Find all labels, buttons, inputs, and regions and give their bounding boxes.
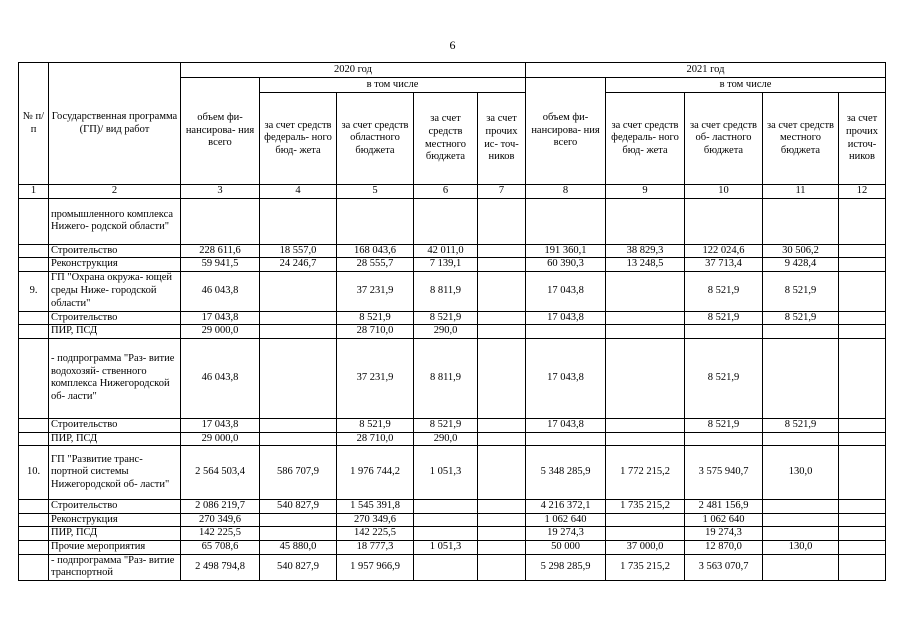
cell-col-12 xyxy=(839,338,886,418)
cell-col-8 xyxy=(526,198,606,244)
cell-col-10: 1 062 640 xyxy=(685,513,763,527)
cell-col-5: 270 349,6 xyxy=(337,513,414,527)
cell-col-3: 142 225,5 xyxy=(181,527,260,541)
cell-col-6: 8 811,9 xyxy=(414,271,478,311)
cell-col-8: 4 216 372,1 xyxy=(526,500,606,514)
cell-col-7 xyxy=(478,244,526,258)
cell-col-9 xyxy=(606,338,685,418)
column-number: 5 xyxy=(337,185,414,199)
cell-col-11: 130,0 xyxy=(763,540,839,554)
cell-col-3: 29 000,0 xyxy=(181,432,260,446)
cell-col-6 xyxy=(414,554,478,580)
cell-col-9 xyxy=(606,513,685,527)
cell-col-10 xyxy=(685,432,763,446)
header-federal-2021: за счет средств федераль- ного бюд- жета xyxy=(606,93,685,185)
table-row xyxy=(19,513,886,527)
table-row xyxy=(19,500,886,514)
cell-col-12 xyxy=(839,513,886,527)
cell-col-8: 1 062 640 xyxy=(526,513,606,527)
cell-col-11 xyxy=(763,500,839,514)
cell-col-12 xyxy=(839,500,886,514)
column-number: 8 xyxy=(526,185,606,199)
row-name: ГП "Развитие транс- портной системы Нижегородской об- ласти" xyxy=(49,446,181,500)
header-program: Государственная программа (ГП)/ вид работ xyxy=(49,63,181,185)
column-number: 3 xyxy=(181,185,260,199)
cell-col-6 xyxy=(414,500,478,514)
table-row xyxy=(19,198,886,244)
cell-col-4 xyxy=(260,418,337,432)
cell-col-10 xyxy=(685,325,763,339)
cell-col-12 xyxy=(839,527,886,541)
cell-col-10: 12 870,0 xyxy=(685,540,763,554)
cell-col-9 xyxy=(606,432,685,446)
cell-col-5: 8 521,9 xyxy=(337,418,414,432)
row-name: Реконструкция xyxy=(49,513,181,527)
cell-col-3: 2 564 503,4 xyxy=(181,446,260,500)
cell-col-6: 1 051,3 xyxy=(414,540,478,554)
cell-col-5: 1 957 966,9 xyxy=(337,554,414,580)
cell-col-12 xyxy=(839,311,886,325)
cell-col-4 xyxy=(260,325,337,339)
cell-col-8: 191 360,1 xyxy=(526,244,606,258)
cell-col-6: 8 521,9 xyxy=(414,311,478,325)
cell-col-9 xyxy=(606,311,685,325)
cell-col-10: 3 563 070,7 xyxy=(685,554,763,580)
cell-col-8: 50 000 xyxy=(526,540,606,554)
cell-col-5: 37 231,9 xyxy=(337,338,414,418)
cell-col-5: 28 710,0 xyxy=(337,432,414,446)
cell-col-11 xyxy=(763,325,839,339)
cell-col-9 xyxy=(606,527,685,541)
row-name: Строительство xyxy=(49,418,181,432)
cell-col-4 xyxy=(260,311,337,325)
header-federal-2020: за счет средств федераль- ного бюд- жета xyxy=(260,93,337,185)
cell-col-9 xyxy=(606,418,685,432)
table-body xyxy=(19,198,886,580)
cell-col-7 xyxy=(478,527,526,541)
cell-col-3: 17 043,8 xyxy=(181,418,260,432)
cell-col-4: 540 827,9 xyxy=(260,554,337,580)
cell-col-6: 8 811,9 xyxy=(414,338,478,418)
cell-col-7 xyxy=(478,325,526,339)
cell-col-7 xyxy=(478,446,526,500)
header-regional-2021: за счет средств об- ластного бюджета xyxy=(685,93,763,185)
column-number: 12 xyxy=(839,185,886,199)
cell-col-9: 37 000,0 xyxy=(606,540,685,554)
cell-col-9: 13 248,5 xyxy=(606,258,685,272)
cell-col-11: 130,0 xyxy=(763,446,839,500)
column-numbers-row xyxy=(19,185,886,199)
cell-col-4: 540 827,9 xyxy=(260,500,337,514)
row-index xyxy=(19,311,49,325)
header-year-2020: 2020 год xyxy=(181,63,526,78)
header-total-2020: объем фи- нансирова- ния всего xyxy=(181,78,260,185)
cell-col-8: 17 043,8 xyxy=(526,271,606,311)
table-row xyxy=(19,554,886,580)
cell-col-8: 17 043,8 xyxy=(526,418,606,432)
cell-col-9 xyxy=(606,271,685,311)
cell-col-4 xyxy=(260,432,337,446)
cell-col-12 xyxy=(839,198,886,244)
cell-col-12 xyxy=(839,244,886,258)
column-number: 11 xyxy=(763,185,839,199)
column-number: 6 xyxy=(414,185,478,199)
cell-col-3: 17 043,8 xyxy=(181,311,260,325)
cell-col-8: 5 348 285,9 xyxy=(526,446,606,500)
cell-col-12 xyxy=(839,540,886,554)
cell-col-8: 17 043,8 xyxy=(526,338,606,418)
row-name: Прочие мероприятия xyxy=(49,540,181,554)
cell-col-9 xyxy=(606,198,685,244)
row-name: ПИР, ПСД xyxy=(49,325,181,339)
cell-col-5: 168 043,6 xyxy=(337,244,414,258)
cell-col-7 xyxy=(478,418,526,432)
cell-col-12 xyxy=(839,432,886,446)
cell-col-9 xyxy=(606,325,685,339)
cell-col-3: 270 349,6 xyxy=(181,513,260,527)
cell-col-10: 8 521,9 xyxy=(685,311,763,325)
table-header xyxy=(19,63,886,199)
cell-col-6: 7 139,1 xyxy=(414,258,478,272)
cell-col-9: 1 735 215,2 xyxy=(606,554,685,580)
cell-col-11: 9 428,4 xyxy=(763,258,839,272)
row-name: - подпрограмма "Раз- витие водохозяй- ственного комплекса Нижегородской об- ласти" xyxy=(49,338,181,418)
table-row xyxy=(19,325,886,339)
cell-col-9: 1 735 215,2 xyxy=(606,500,685,514)
cell-col-6: 42 011,0 xyxy=(414,244,478,258)
row-index xyxy=(19,338,49,418)
row-name: ПИР, ПСД xyxy=(49,527,181,541)
cell-col-4 xyxy=(260,527,337,541)
cell-col-11 xyxy=(763,432,839,446)
row-index xyxy=(19,325,49,339)
header-year-2021: 2021 год xyxy=(526,63,886,78)
row-name: Строительство xyxy=(49,311,181,325)
cell-col-3: 65 708,6 xyxy=(181,540,260,554)
cell-col-7 xyxy=(478,258,526,272)
table-row xyxy=(19,311,886,325)
header-total-2021: объем фи- нансирова- ния всего xyxy=(526,78,606,185)
row-name: Строительство xyxy=(49,244,181,258)
cell-col-11: 8 521,9 xyxy=(763,271,839,311)
cell-col-4 xyxy=(260,271,337,311)
cell-col-3: 29 000,0 xyxy=(181,325,260,339)
cell-col-10: 122 024,6 xyxy=(685,244,763,258)
cell-col-8: 19 274,3 xyxy=(526,527,606,541)
cell-col-3: 2 498 794,8 xyxy=(181,554,260,580)
cell-col-4 xyxy=(260,513,337,527)
column-number: 7 xyxy=(478,185,526,199)
cell-col-5: 1 976 744,2 xyxy=(337,446,414,500)
row-index: 10. xyxy=(19,446,49,500)
cell-col-10: 8 521,9 xyxy=(685,418,763,432)
table-row xyxy=(19,540,886,554)
cell-col-7 xyxy=(478,338,526,418)
cell-col-11 xyxy=(763,513,839,527)
cell-col-11 xyxy=(763,198,839,244)
column-number: 2 xyxy=(49,185,181,199)
cell-col-10: 8 521,9 xyxy=(685,271,763,311)
page-number: 6 xyxy=(449,38,456,52)
cell-col-5: 37 231,9 xyxy=(337,271,414,311)
cell-col-11: 8 521,9 xyxy=(763,418,839,432)
cell-col-7 xyxy=(478,540,526,554)
cell-col-9: 1 772 215,2 xyxy=(606,446,685,500)
cell-col-6: 8 521,9 xyxy=(414,418,478,432)
row-name: ГП "Охрана окружа- ющей среды Ниже- городской области" xyxy=(49,271,181,311)
cell-col-10: 19 274,3 xyxy=(685,527,763,541)
cell-col-10: 37 713,4 xyxy=(685,258,763,272)
cell-col-5: 18 777,3 xyxy=(337,540,414,554)
header-incl-2021: в том числе xyxy=(606,78,886,93)
row-index xyxy=(19,244,49,258)
cell-col-9: 38 829,3 xyxy=(606,244,685,258)
cell-col-11 xyxy=(763,338,839,418)
column-number: 10 xyxy=(685,185,763,199)
cell-col-10: 3 575 940,7 xyxy=(685,446,763,500)
row-index: 9. xyxy=(19,271,49,311)
cell-col-6 xyxy=(414,198,478,244)
cell-col-4: 24 246,7 xyxy=(260,258,337,272)
cell-col-4 xyxy=(260,198,337,244)
cell-col-3: 46 043,8 xyxy=(181,338,260,418)
row-name: ПИР, ПСД xyxy=(49,432,181,446)
cell-col-10: 2 481 156,9 xyxy=(685,500,763,514)
cell-col-12 xyxy=(839,446,886,500)
table-row xyxy=(19,446,886,500)
cell-col-5: 142 225,5 xyxy=(337,527,414,541)
header-other-2020: за счет прочих ис- точ- ников xyxy=(478,93,526,185)
cell-col-4: 45 880,0 xyxy=(260,540,337,554)
header-index: № п/п xyxy=(19,63,49,185)
column-number: 1 xyxy=(19,185,49,199)
row-index xyxy=(19,513,49,527)
cell-col-7 xyxy=(478,513,526,527)
cell-col-8: 60 390,3 xyxy=(526,258,606,272)
cell-col-12 xyxy=(839,418,886,432)
table-row xyxy=(19,258,886,272)
table-row xyxy=(19,527,886,541)
cell-col-7 xyxy=(478,198,526,244)
cell-col-5: 28 555,7 xyxy=(337,258,414,272)
cell-col-12 xyxy=(839,258,886,272)
cell-col-10: 8 521,9 xyxy=(685,338,763,418)
cell-col-4: 18 557,0 xyxy=(260,244,337,258)
row-index xyxy=(19,554,49,580)
cell-col-11: 8 521,9 xyxy=(763,311,839,325)
cell-col-6 xyxy=(414,513,478,527)
table-row xyxy=(19,432,886,446)
cell-col-5: 8 521,9 xyxy=(337,311,414,325)
cell-col-5: 1 545 391,8 xyxy=(337,500,414,514)
cell-col-3: 59 941,5 xyxy=(181,258,260,272)
header-incl-2020: в том числе xyxy=(260,78,526,93)
row-name: промышленного комплекса Нижего- родской области" xyxy=(49,198,181,244)
header-local-2021: за счет средств местного бюджета xyxy=(763,93,839,185)
cell-col-7 xyxy=(478,554,526,580)
cell-col-12 xyxy=(839,271,886,311)
cell-col-12 xyxy=(839,554,886,580)
cell-col-3: 46 043,8 xyxy=(181,271,260,311)
row-name: Реконструкция xyxy=(49,258,181,272)
cell-col-6: 290,0 xyxy=(414,325,478,339)
column-number: 9 xyxy=(606,185,685,199)
cell-col-8: 17 043,8 xyxy=(526,311,606,325)
row-index xyxy=(19,432,49,446)
header-regional-2020: за счет средств областного бюджета xyxy=(337,93,414,185)
cell-col-8: 5 298 285,9 xyxy=(526,554,606,580)
budget-table xyxy=(18,62,886,581)
cell-col-11 xyxy=(763,554,839,580)
cell-col-3: 2 086 219,7 xyxy=(181,500,260,514)
column-number: 4 xyxy=(260,185,337,199)
cell-col-12 xyxy=(839,325,886,339)
cell-col-11: 30 506,2 xyxy=(763,244,839,258)
cell-col-4: 586 707,9 xyxy=(260,446,337,500)
row-index xyxy=(19,527,49,541)
cell-col-8 xyxy=(526,432,606,446)
table-row xyxy=(19,338,886,418)
cell-col-4 xyxy=(260,338,337,418)
cell-col-6: 290,0 xyxy=(414,432,478,446)
cell-col-5 xyxy=(337,198,414,244)
cell-col-6 xyxy=(414,527,478,541)
cell-col-3 xyxy=(181,198,260,244)
cell-col-3: 228 611,6 xyxy=(181,244,260,258)
cell-col-7 xyxy=(478,500,526,514)
row-name: Строительство xyxy=(49,500,181,514)
row-index xyxy=(19,500,49,514)
row-index xyxy=(19,540,49,554)
cell-col-7 xyxy=(478,311,526,325)
row-index xyxy=(19,258,49,272)
table-row xyxy=(19,271,886,311)
row-index xyxy=(19,198,49,244)
header-local-2020: за счет средств местного бюджета xyxy=(414,93,478,185)
cell-col-7 xyxy=(478,432,526,446)
cell-col-10 xyxy=(685,198,763,244)
row-name: - подпрограмма "Раз- витие транспортной xyxy=(49,554,181,580)
cell-col-7 xyxy=(478,271,526,311)
table-row xyxy=(19,244,886,258)
row-index xyxy=(19,418,49,432)
header-other-2021: за счет прочих источ- ников xyxy=(839,93,886,185)
cell-col-6: 1 051,3 xyxy=(414,446,478,500)
cell-col-8 xyxy=(526,325,606,339)
cell-col-11 xyxy=(763,527,839,541)
cell-col-5: 28 710,0 xyxy=(337,325,414,339)
table-row xyxy=(19,418,886,432)
